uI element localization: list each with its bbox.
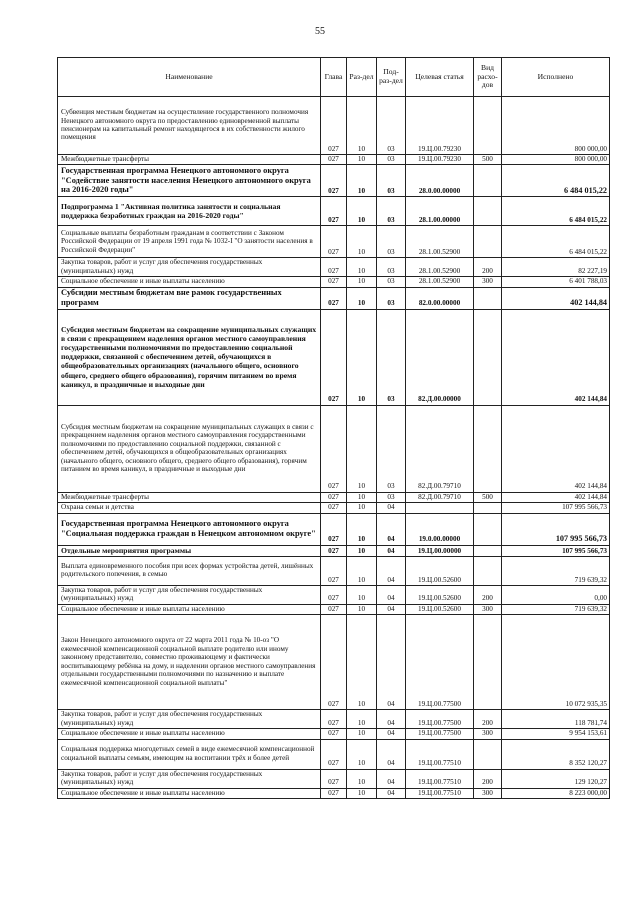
row-expense-type — [474, 97, 502, 155]
header-chapter: Глава — [321, 58, 347, 97]
row-name: Социальное обеспечение и иные выплаты населению — [58, 277, 321, 287]
row-expense-type: 300 — [474, 788, 502, 798]
row-executed-amount: 402 144,84 — [502, 287, 610, 309]
row-target-article: 19.Ц.00.77500 — [406, 710, 474, 729]
row-section: 10 — [347, 155, 377, 165]
table-row — [58, 729, 610, 739]
row-expense-type — [474, 545, 502, 556]
header-target-article: Целевая статья — [406, 58, 474, 97]
row-name: Субсидия местным бюджетам на сокращение муниципальных служащих в связи с прекращением наделения органов местного самоуправления государственными полномочиями по предоставлению социальной поддержки, связанной с обеспечением детей, обучающихся в общеобразовательных организациях (начального общего, основного общего, среднего общего образования), горячим питанием во время каникул, в праздничные и выходные дни — [58, 309, 321, 405]
row-subsection: 04 — [377, 739, 406, 769]
row-chapter: 027 — [321, 556, 347, 585]
row-subsection: 03 — [377, 309, 406, 405]
header-executed: Исполнено — [502, 58, 610, 97]
row-chapter: 027 — [321, 710, 347, 729]
row-chapter: 027 — [321, 788, 347, 798]
row-expense-type — [474, 556, 502, 585]
row-section: 10 — [347, 788, 377, 798]
row-target-article: 28.1.00.52900 — [406, 277, 474, 287]
row-section: 10 — [347, 710, 377, 729]
header-name: Наименование — [58, 58, 321, 97]
row-section: 10 — [347, 604, 377, 614]
row-executed-amount: 800 000,00 — [502, 97, 610, 155]
table-row — [58, 585, 610, 604]
row-target-article: 19.Ц.00.77500 — [406, 615, 474, 710]
row-subsection: 04 — [377, 710, 406, 729]
row-executed-amount: 9 954 153,61 — [502, 729, 610, 739]
row-target-article: 19.Ц.00.52600 — [406, 556, 474, 585]
row-name: Социальная поддержка многодетных семей в виде ежемесячной компенсационной социальной выплаты семьям, имеющим на воспитании трёх и более детей — [58, 739, 321, 769]
row-subsection: 03 — [377, 155, 406, 165]
row-expense-type: 200 — [474, 769, 502, 788]
row-executed-amount: 129 120,27 — [502, 769, 610, 788]
row-executed-amount: 6 484 015,22 — [502, 197, 610, 226]
row-target-article: 19.Ц.00.77500 — [406, 729, 474, 739]
row-subsection: 03 — [377, 226, 406, 258]
row-section: 10 — [347, 545, 377, 556]
row-target-article: 19.Ц.00.79230 — [406, 97, 474, 155]
row-subsection: 03 — [377, 492, 406, 502]
table-row — [58, 277, 610, 287]
row-name: Государственная программа Ненецкого автономного округа "Социальная поддержка граждан в Ненецком автономном округе" — [58, 513, 321, 545]
row-executed-amount: 402 144,84 — [502, 309, 610, 405]
row-name: Закупка товаров, работ и услуг для обеспечения государственных (муниципальных) нужд — [58, 585, 321, 604]
row-section: 10 — [347, 556, 377, 585]
row-chapter: 027 — [321, 309, 347, 405]
row-section: 10 — [347, 309, 377, 405]
row-section: 10 — [347, 729, 377, 739]
row-name: Выплата единовременного пособия при всех формах устройства детей, лишённых родительского попечения, в семью — [58, 556, 321, 585]
row-name: Охрана семьи и детства — [58, 503, 321, 513]
row-subsection: 04 — [377, 729, 406, 739]
row-name: Межбюджетные трансферты — [58, 155, 321, 165]
row-name: Отдельные мероприятия программы — [58, 545, 321, 556]
row-target-article: 82.Д.00.79710 — [406, 405, 474, 492]
row-subsection: 03 — [377, 258, 406, 277]
row-expense-type: 300 — [474, 277, 502, 287]
row-name: Закупка товаров, работ и услуг для обеспечения государственных (муниципальных) нужд — [58, 710, 321, 729]
row-chapter: 027 — [321, 545, 347, 556]
table-row — [58, 739, 610, 769]
row-executed-amount: 719 639,32 — [502, 604, 610, 614]
row-target-article — [406, 503, 474, 513]
row-expense-type: 200 — [474, 585, 502, 604]
row-expense-type — [474, 513, 502, 545]
row-expense-type — [474, 739, 502, 769]
row-target-article: 82.Д.00.79710 — [406, 492, 474, 502]
row-target-article: 19.Ц.00.77510 — [406, 769, 474, 788]
row-subsection: 04 — [377, 556, 406, 585]
row-subsection: 03 — [377, 287, 406, 309]
row-section: 10 — [347, 503, 377, 513]
row-expense-type: 500 — [474, 155, 502, 165]
row-chapter: 027 — [321, 585, 347, 604]
row-executed-amount: 8 352 120,27 — [502, 739, 610, 769]
row-subsection: 03 — [377, 405, 406, 492]
row-expense-type — [474, 165, 502, 197]
row-executed-amount: 402 144,84 — [502, 405, 610, 492]
row-expense-type: 300 — [474, 729, 502, 739]
row-executed-amount: 800 000,00 — [502, 155, 610, 165]
row-chapter: 027 — [321, 197, 347, 226]
row-executed-amount: 0,00 — [502, 585, 610, 604]
table-row — [58, 405, 610, 492]
row-executed-amount: 6 484 015,22 — [502, 165, 610, 197]
row-expense-type — [474, 503, 502, 513]
row-name: Субвенция местным бюджетам на осуществление государственного полномочия Ненецкого автономного округа по предоставлению единовременной выплаты пенсионерам на капитальный ремонт находящегося в их собственности жилого помещения — [58, 97, 321, 155]
row-name: Субсидия местным бюджетам на сокращение муниципальных служащих в связи с прекращением наделения органов местного самоуправления государственными полномочиями по предоставлению социальной поддержки, связанной с обеспечением детей, обучающихся в общеобразовательных организациях (начального общего, основного общего, среднего общего образования), горячим питанием во время каникул, в праздничные и выходные дни — [58, 405, 321, 492]
table-row — [58, 604, 610, 614]
table-row — [58, 545, 610, 556]
row-section: 10 — [347, 287, 377, 309]
row-chapter: 027 — [321, 604, 347, 614]
row-executed-amount: 6 484 015,22 — [502, 226, 610, 258]
row-chapter: 027 — [321, 503, 347, 513]
table-body — [58, 97, 610, 799]
row-target-article: 19.Ц.00.77510 — [406, 739, 474, 769]
row-section: 10 — [347, 769, 377, 788]
row-section: 10 — [347, 258, 377, 277]
row-section: 10 — [347, 277, 377, 287]
row-subsection: 03 — [377, 197, 406, 226]
row-chapter: 027 — [321, 287, 347, 309]
header-expense-type: Вид расхо-дов — [474, 58, 502, 97]
row-name: Закупка товаров, работ и услуг для обеспечения государственных (муниципальных) нужд — [58, 258, 321, 277]
row-section: 10 — [347, 615, 377, 710]
row-subsection: 04 — [377, 788, 406, 798]
row-subsection: 04 — [377, 513, 406, 545]
row-section: 10 — [347, 197, 377, 226]
table-row — [58, 309, 610, 405]
row-expense-type: 500 — [474, 492, 502, 502]
row-chapter: 027 — [321, 729, 347, 739]
row-target-article: 82.0.00.00000 — [406, 287, 474, 309]
row-expense-type: 300 — [474, 604, 502, 614]
row-name: Субсидии местным бюджетам вне рамок государственных программ — [58, 287, 321, 309]
row-chapter: 027 — [321, 155, 347, 165]
table-header-row — [58, 58, 610, 97]
row-chapter: 027 — [321, 405, 347, 492]
row-target-article: 19.0.00.00000 — [406, 513, 474, 545]
row-subsection: 03 — [377, 97, 406, 155]
table-row — [58, 769, 610, 788]
table-row — [58, 788, 610, 798]
row-executed-amount: 107 995 566,73 — [502, 513, 610, 545]
page-number: 55 — [315, 26, 325, 37]
row-section: 10 — [347, 585, 377, 604]
table-row — [58, 258, 610, 277]
row-subsection: 04 — [377, 615, 406, 710]
table-row — [58, 197, 610, 226]
row-executed-amount: 10 072 935,35 — [502, 615, 610, 710]
row-chapter: 027 — [321, 226, 347, 258]
row-subsection: 04 — [377, 585, 406, 604]
row-section: 10 — [347, 97, 377, 155]
row-executed-amount: 82 227,19 — [502, 258, 610, 277]
row-chapter: 027 — [321, 258, 347, 277]
row-target-article: 19.Ц.00.52600 — [406, 604, 474, 614]
row-name: Закупка товаров, работ и услуг для обеспечения государственных (муниципальных) нужд — [58, 769, 321, 788]
row-section: 10 — [347, 492, 377, 502]
table-row — [58, 710, 610, 729]
row-executed-amount: 107 995 566,73 — [502, 545, 610, 556]
table-row — [58, 155, 610, 165]
row-expense-type — [474, 287, 502, 309]
row-chapter: 027 — [321, 165, 347, 197]
row-expense-type: 200 — [474, 258, 502, 277]
row-expense-type — [474, 405, 502, 492]
row-section: 10 — [347, 165, 377, 197]
row-executed-amount: 107 995 566,73 — [502, 503, 610, 513]
row-expense-type — [474, 226, 502, 258]
header-section: Раз-дел — [347, 58, 377, 97]
row-subsection: 04 — [377, 769, 406, 788]
table-row — [58, 287, 610, 309]
row-name: Государственная программа Ненецкого автономного округа "Содействие занятости населения Ненецкого автономного округа на 2016-2020 годы" — [58, 165, 321, 197]
table-row — [58, 97, 610, 155]
row-executed-amount: 402 144,84 — [502, 492, 610, 502]
table-row — [58, 513, 610, 545]
row-executed-amount: 118 781,74 — [502, 710, 610, 729]
table-row — [58, 492, 610, 502]
row-subsection: 03 — [377, 277, 406, 287]
table-row — [58, 165, 610, 197]
row-section: 10 — [347, 513, 377, 545]
row-name: Социальное обеспечение и иные выплаты населению — [58, 788, 321, 798]
row-executed-amount: 6 401 788,03 — [502, 277, 610, 287]
row-executed-amount: 719 639,32 — [502, 556, 610, 585]
row-chapter: 027 — [321, 492, 347, 502]
row-target-article: 82.Д.00.00000 — [406, 309, 474, 405]
row-name: Социальное обеспечение и иные выплаты населению — [58, 604, 321, 614]
table-row — [58, 226, 610, 258]
row-subsection: 04 — [377, 545, 406, 556]
row-target-article: 28.0.00.00000 — [406, 165, 474, 197]
table-row — [58, 556, 610, 585]
row-name: Социальные выплаты безработным гражданам в соответствии с Законом Российской Федерации от 19 апреля 1991 года № 1032-I "О занятости населения в Российской Федерации" — [58, 226, 321, 258]
row-target-article: 19.Ц.00.52600 — [406, 585, 474, 604]
row-expense-type — [474, 197, 502, 226]
row-name: Закон Ненецкого автономного округа от 22 марта 2011 года № 10-оз "О ежемесячной компенсационной социальной выплате родителю или иному законному представителю, совместно проживающему и фактически воспитывающему ребёнка на дому, и наделении органов местного самоуправления отдельными государственными полномочиями по назначению и выплате ежемесячной компенсационной социальной выплаты" — [58, 615, 321, 710]
table-row — [58, 503, 610, 513]
row-subsection: 03 — [377, 165, 406, 197]
row-subsection: 04 — [377, 604, 406, 614]
table-row — [58, 615, 610, 710]
row-chapter: 027 — [321, 277, 347, 287]
row-section: 10 — [347, 226, 377, 258]
budget-execution-table — [57, 57, 610, 799]
row-target-article: 28.1.00.52900 — [406, 226, 474, 258]
header-subsection: Под-раз-дел — [377, 58, 406, 97]
row-target-article: 28.1.00.00000 — [406, 197, 474, 226]
row-target-article: 28.1.00.52900 — [406, 258, 474, 277]
row-expense-type — [474, 309, 502, 405]
row-target-article: 19.Ц.00.00000 — [406, 545, 474, 556]
row-chapter: 027 — [321, 513, 347, 545]
row-subsection: 04 — [377, 503, 406, 513]
row-chapter: 027 — [321, 615, 347, 710]
row-section: 10 — [347, 739, 377, 769]
row-chapter: 027 — [321, 739, 347, 769]
row-chapter: 027 — [321, 97, 347, 155]
row-expense-type — [474, 615, 502, 710]
row-expense-type: 200 — [474, 710, 502, 729]
row-target-article: 19.Ц.00.79230 — [406, 155, 474, 165]
row-name: Подпрограмма 1 "Активная политика занятости и социальная поддержка безработных граждан на 2016-2020 годы" — [58, 197, 321, 226]
row-chapter: 027 — [321, 769, 347, 788]
row-executed-amount: 8 223 000,00 — [502, 788, 610, 798]
row-name: Межбюджетные трансферты — [58, 492, 321, 502]
row-target-article: 19.Ц.00.77510 — [406, 788, 474, 798]
row-name: Социальное обеспечение и иные выплаты населению — [58, 729, 321, 739]
row-section: 10 — [347, 405, 377, 492]
